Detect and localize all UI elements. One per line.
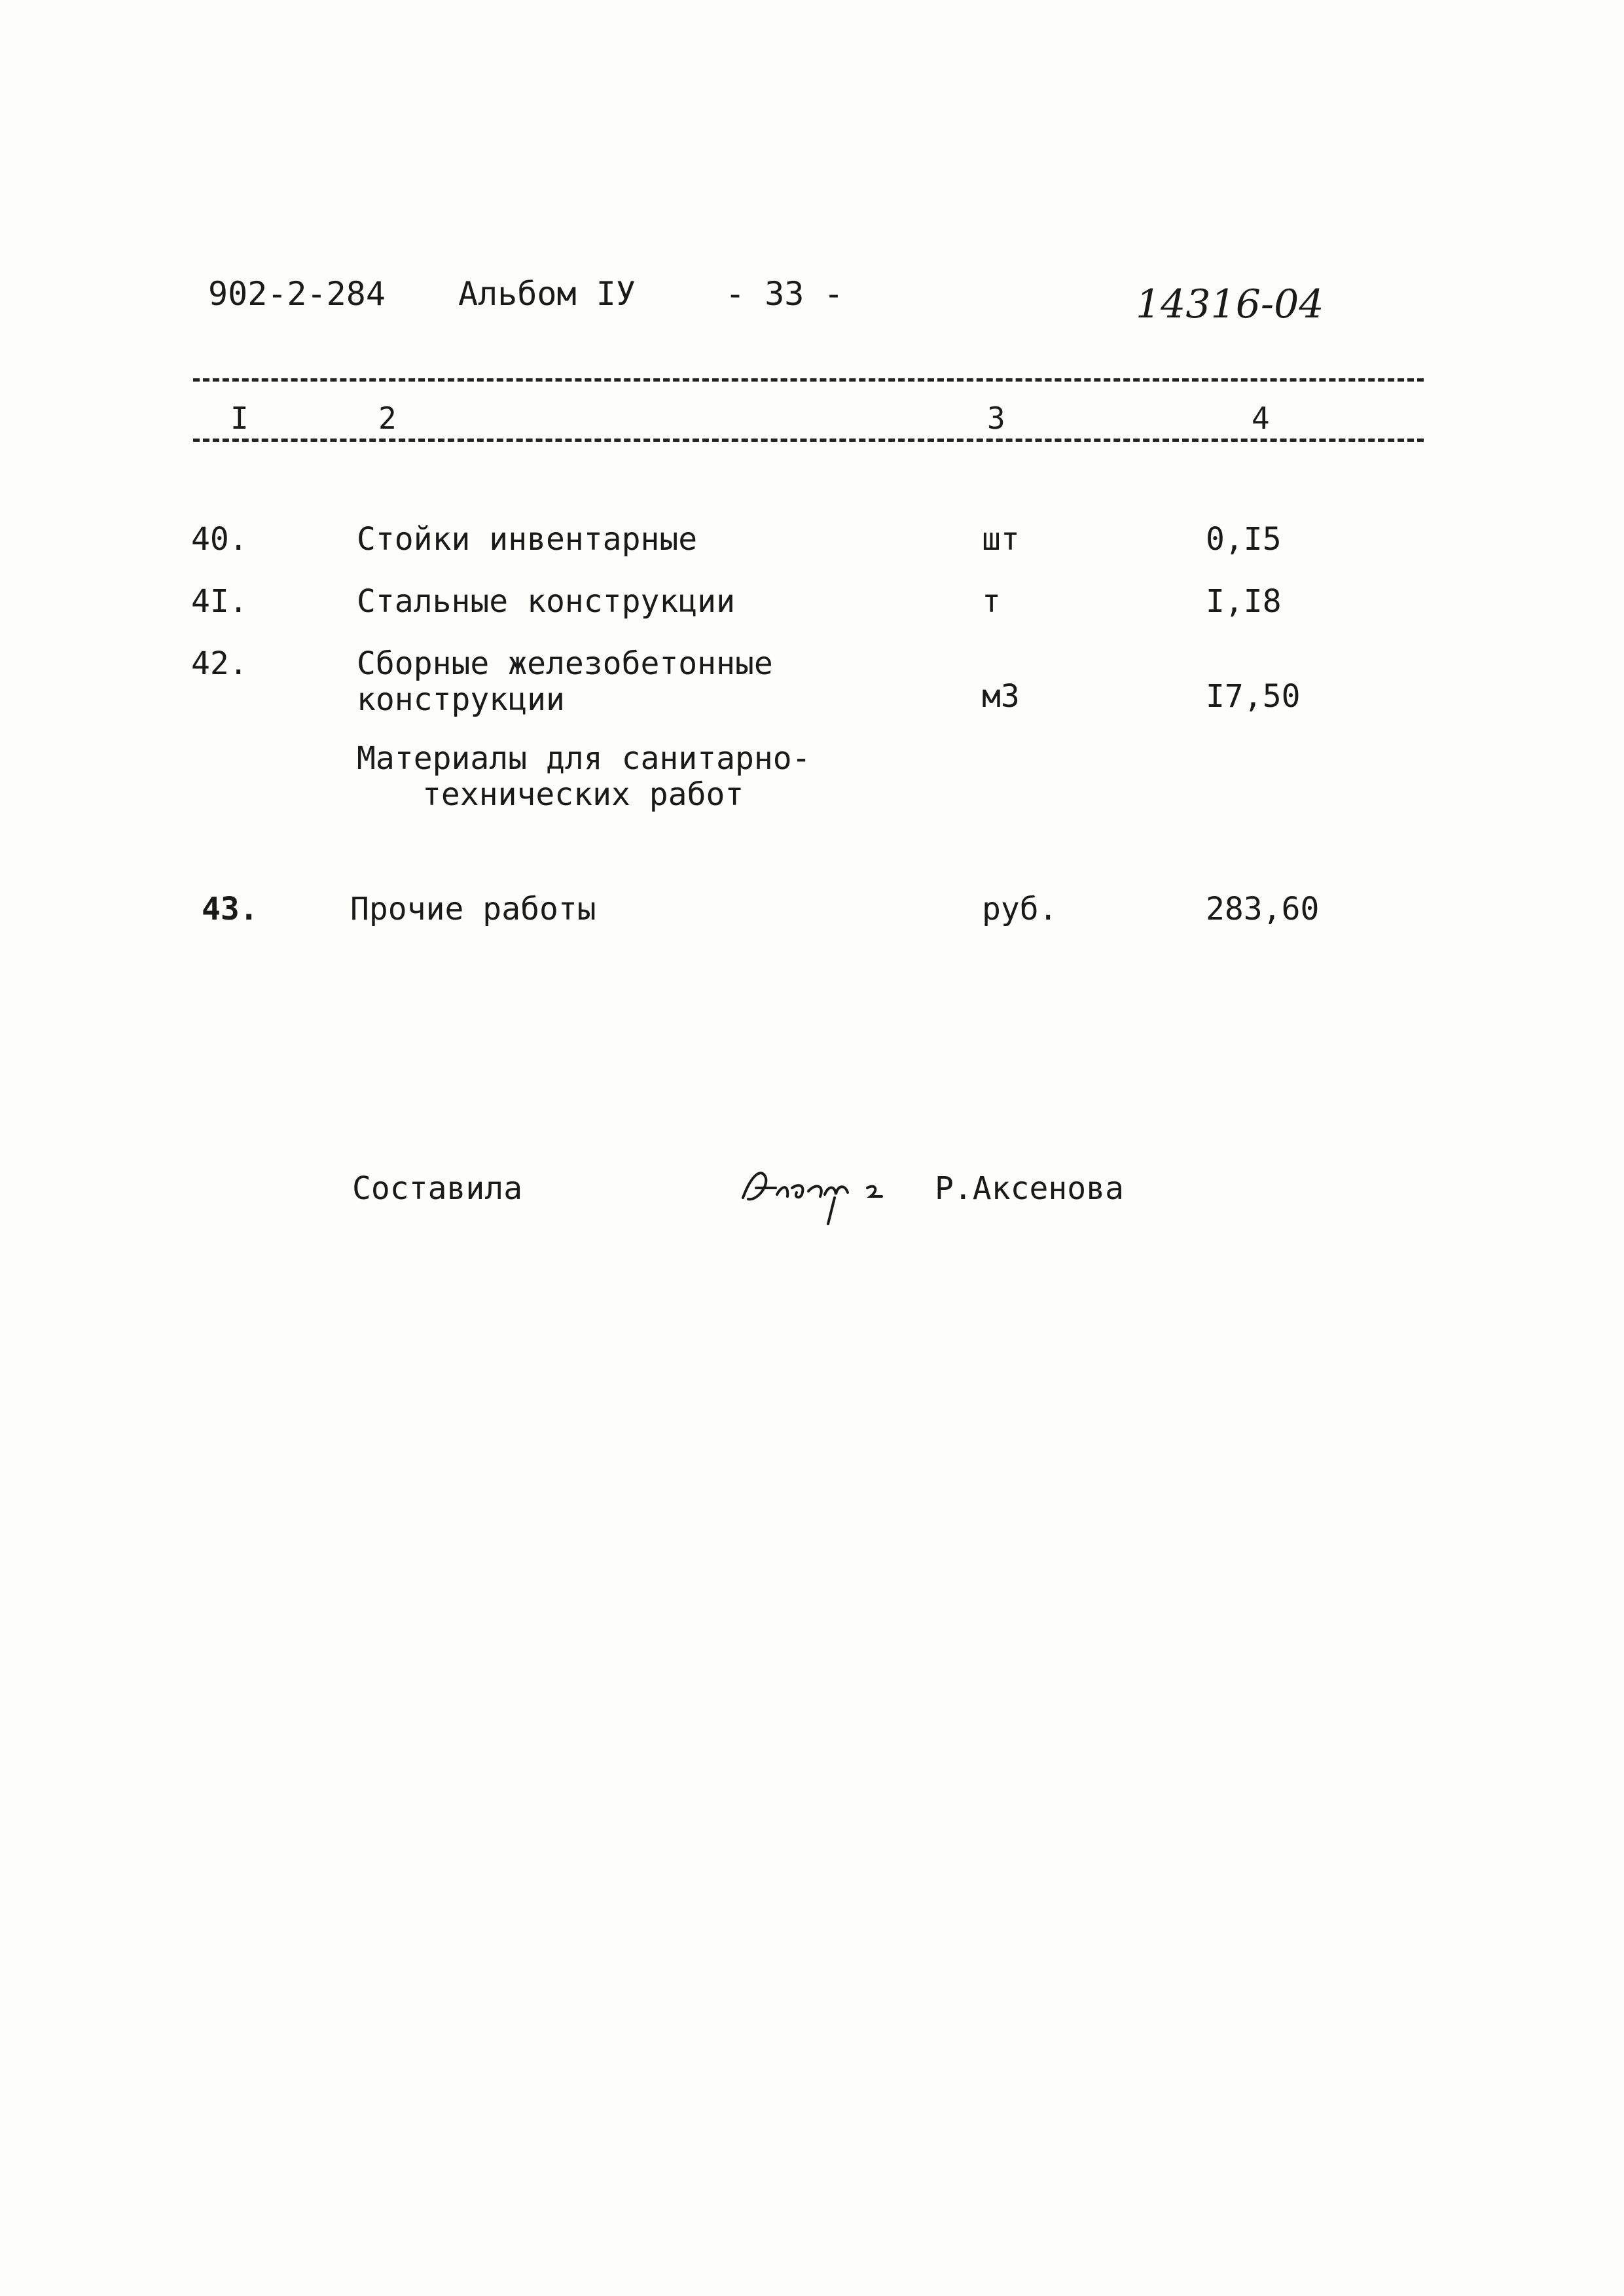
row-unit: руб. (982, 891, 1058, 927)
row-unit: шт (982, 521, 1020, 558)
section-title-line1: Материалы для санитарно- (357, 740, 811, 777)
row-unit: м3 (982, 678, 1020, 715)
signatory-name: Р.Аксенова (935, 1170, 1124, 1207)
row-name-line1: Сборные железобетонные (357, 645, 773, 682)
row-quantity: 0,I5 (1206, 521, 1282, 558)
doc-code: 902-2-284 (208, 275, 386, 313)
table-rule-bottom (193, 439, 1424, 442)
page-number: - 33 - (725, 275, 844, 313)
row-number: 43. (202, 891, 259, 927)
row-quantity: I7,50 (1206, 678, 1301, 715)
row-quantity: I,I8 (1206, 583, 1282, 620)
row-quantity: 283,60 (1206, 891, 1320, 927)
handwritten-signature (736, 1158, 907, 1233)
column-number-4: 4 (1252, 401, 1270, 436)
signature-label: Составила (352, 1170, 523, 1207)
row-unit: т (982, 583, 1001, 620)
column-number-2: 2 (378, 401, 397, 436)
album-label: Альбом IУ (458, 275, 636, 313)
row-number: 42. (191, 645, 248, 682)
section-title-line2: технических работ (422, 776, 744, 813)
table-rule-top (193, 378, 1424, 382)
signature-scribble-icon (736, 1158, 907, 1230)
row-name: Прочие работы (350, 891, 596, 927)
row-name: Стальные конструкции (357, 583, 735, 620)
column-number-1: I (230, 401, 249, 436)
row-name-line2: конструкции (357, 681, 565, 718)
column-number-3: 3 (987, 401, 1005, 436)
inventory-number: 14316-04 (1136, 281, 1324, 327)
row-number: 4I. (191, 583, 248, 620)
row-number: 40. (191, 521, 248, 558)
row-name: Стойки инвентарные (357, 521, 698, 558)
